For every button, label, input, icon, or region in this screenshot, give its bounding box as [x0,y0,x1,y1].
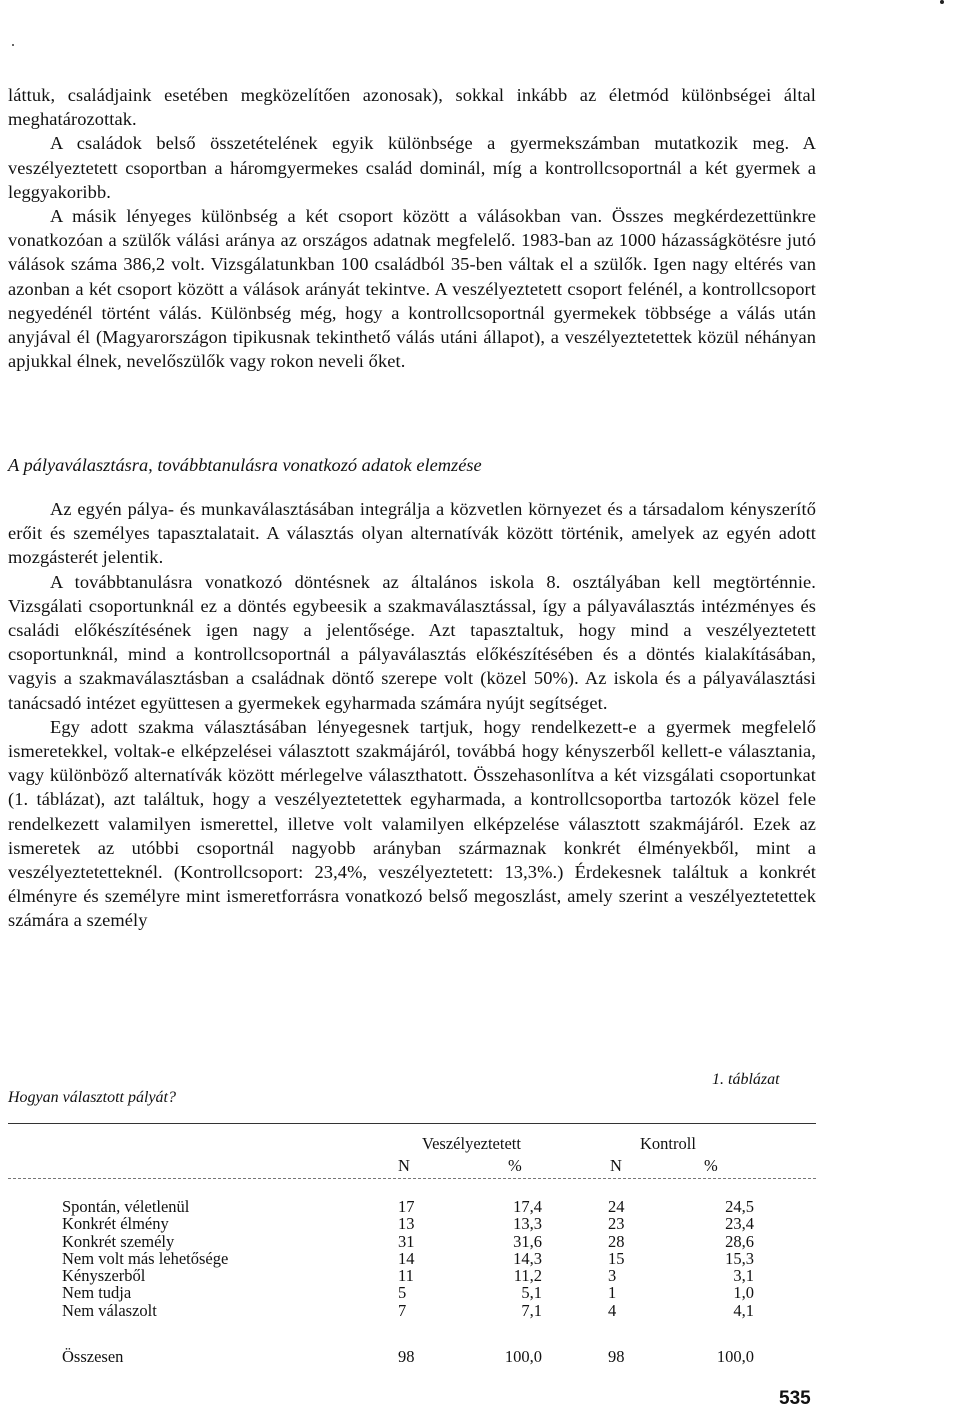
table-title: Hogyan választott pályát? [8,1089,176,1106]
paragraph: A továbbtanulásra vonatkozó döntésnek az általános iskola 8. osztályában kell megtörténnie. Vizsgálati csoportunknál ez a döntés egybeesik a szakmaválasztással, így a pályaválasztás intézményes és családi előkészítésének igen nagy a jelentősége. Azt tapasztaltuk, hogy mind a veszélyeztetett csoportunknál, mind a kontrollcsoportnál a pályaválasztás előkészítésében és a döntés kialakításában, vagyis a szakmaválasztásban a családnak döntő szerepe volt (közel 50%). Az iskola és a pályaválasztási tanácsadó intézet együttesen a gyermekek egyharmada számára nyújt segítséget. [8,571,816,713]
table-col-pct: % [704,1156,718,1175]
total-n2: 98 [608,1347,625,1366]
total-label: Összesen [62,1347,124,1366]
cell-p1: 7,1 [521,1300,542,1320]
cell-n2: 4 [608,1300,617,1320]
cell-p2: 28,6 [725,1231,754,1251]
cell-n2: 1 [608,1283,617,1303]
cell-n1: 13 [398,1214,415,1234]
paragraph: Egy adott szakma választásában lényegesnek tartjuk, hogy rendelkezett-e a gyermek megfelelő ismeretekkel, voltak-e elképzelései választott szakmájáról, továbbá hogy kényszerből kellett-e választania, vagy különböző alternatívák között mérlegelve választhatott. Összehasonlítva a két vizsgálati csoportunkat (1. táblázat), azt találtuk, hogy a veszélyeztetettek egyharmada, a kontrollcsoportba tartozók közel fele rendelkezett valamilyen ismerettel, illetve volt valamilyen elképzelése választott szakmájáról. Ezek az ismeretek az utóbbi csoportnál nagyobb arányban származnak konkrét élményekből, mint a veszélyeztetetteknél. (Kontrollcsoport: 23,4%, veszélyeztetett: 13,3%.) Érdekesnek találtuk a konkrét élményre és személyre mint ismeretforrásra vonatkozó belső megoszlást, amely szerint a veszélyeztetettek számára a személy [8,716,816,931]
row-label: Kényszerből [62,1266,146,1286]
table-group-header-2: Kontroll [640,1134,696,1153]
section-heading: A pályaválasztásra, továbbtanulásra vonatkozó adatok elemzése [8,455,482,475]
scan-speck [940,0,944,4]
cell-n2: 3 [608,1266,617,1286]
total-n1: 98 [398,1347,415,1366]
cell-n1: 17 [398,1197,415,1216]
cell-n2: 23 [608,1214,625,1234]
total-p2: 100,0 [716,1347,754,1366]
cell-p1: 5,1 [521,1283,542,1303]
row-label: Konkrét személy [62,1231,175,1251]
row-label: Nem tudja [62,1283,132,1303]
cell-n1: 31 [398,1231,415,1251]
paragraph: Az egyén pálya- és munkaválasztásában integrálja a közvetlen környezet és a társadalom kényszerítő erőit és személyes tapasztalatait. A választás olyan alternatívák között történik, amelyek az egyén adott mozgásterét jelentik. [8,499,816,568]
cell-n2: 15 [608,1248,625,1268]
cell-p2: 4,1 [733,1300,754,1320]
cell-n1: 7 [398,1300,407,1320]
cell-p2: 23,4 [725,1214,754,1234]
cell-n1: 11 [398,1266,414,1286]
cell-p2: 15,3 [725,1248,754,1268]
paragraph: A családok belső összetételének egyik különbsége a gyermekszámban mutatkozik meg. A veszélyeztetett csoportban a háromgyermekes család dominál, míg a kontrollcsoportnál a két gyermek a leggyakoribb. [8,133,816,202]
cell-p1: 31,6 [513,1231,542,1251]
cell-p1: 13,3 [513,1214,542,1234]
row-label: Konkrét élmény [62,1214,169,1234]
paragraph: láttuk, családjaink esetében megközelítően azonosak), sokkal inkább az életmód különbségei által meghatározottak. [8,85,816,130]
cell-n2: 24 [608,1197,625,1216]
table-col-n: N [610,1156,622,1175]
cell-n1: 14 [398,1248,415,1268]
scan-speck [12,44,14,46]
row-label: Spontán, véletlenül [62,1197,190,1216]
row-label: Nem válaszolt [62,1300,157,1320]
page-number: 535 [779,1388,811,1409]
table-top-rule [8,1123,816,1124]
table-header-rule [8,1178,816,1179]
table-group-header-1: Veszélyeztetett [422,1134,521,1153]
total-p1: 100,0 [504,1347,542,1366]
cell-p1: 17,4 [513,1197,542,1216]
body-text-section-1 [8,83,816,373]
cell-n1: 5 [398,1283,407,1303]
cell-n2: 28 [608,1231,625,1251]
table-number: 1. táblázat [712,1071,780,1088]
cell-p2: 1,0 [733,1283,754,1303]
cell-p1: 14,3 [513,1248,542,1268]
row-label: Nem volt más lehetősége [62,1248,229,1268]
cell-p2: 24,5 [725,1197,754,1216]
table-col-pct: % [508,1156,522,1175]
cell-p2: 3,1 [733,1266,754,1286]
cell-p1: 11,2 [513,1266,542,1286]
paragraph: A másik lényeges különbség a két csoport között a válásokban van. Összes megkérdezettünkre vonatkozóan a szülők válási aránya az országos adatnak megfelelő. 1983-ban az 1000 házasságkötésre jutó válások száma 386,2 volt. Vizsgálatunkban 100 családból 35-ben váltak el a szülők. Igen nagy eltérés van azonban a két csoport között a válások arányát tekintve. A veszélyeztetett csoport felénél, a kontrollcsoport negyedénél történt válás. Különbség még, hogy a kontrollcsoportnál gyermekek többsége a válás után anyjával él (Magyarországon tipikusnak tekinthető válás utáni állapot), a veszélyeztetettek közül néhányan apjukkal élnek, nevelőszülők vagy rokon neveli őket. [8,206,816,372]
body-text-section-2 [8,497,816,933]
table-col-n: N [398,1156,410,1175]
